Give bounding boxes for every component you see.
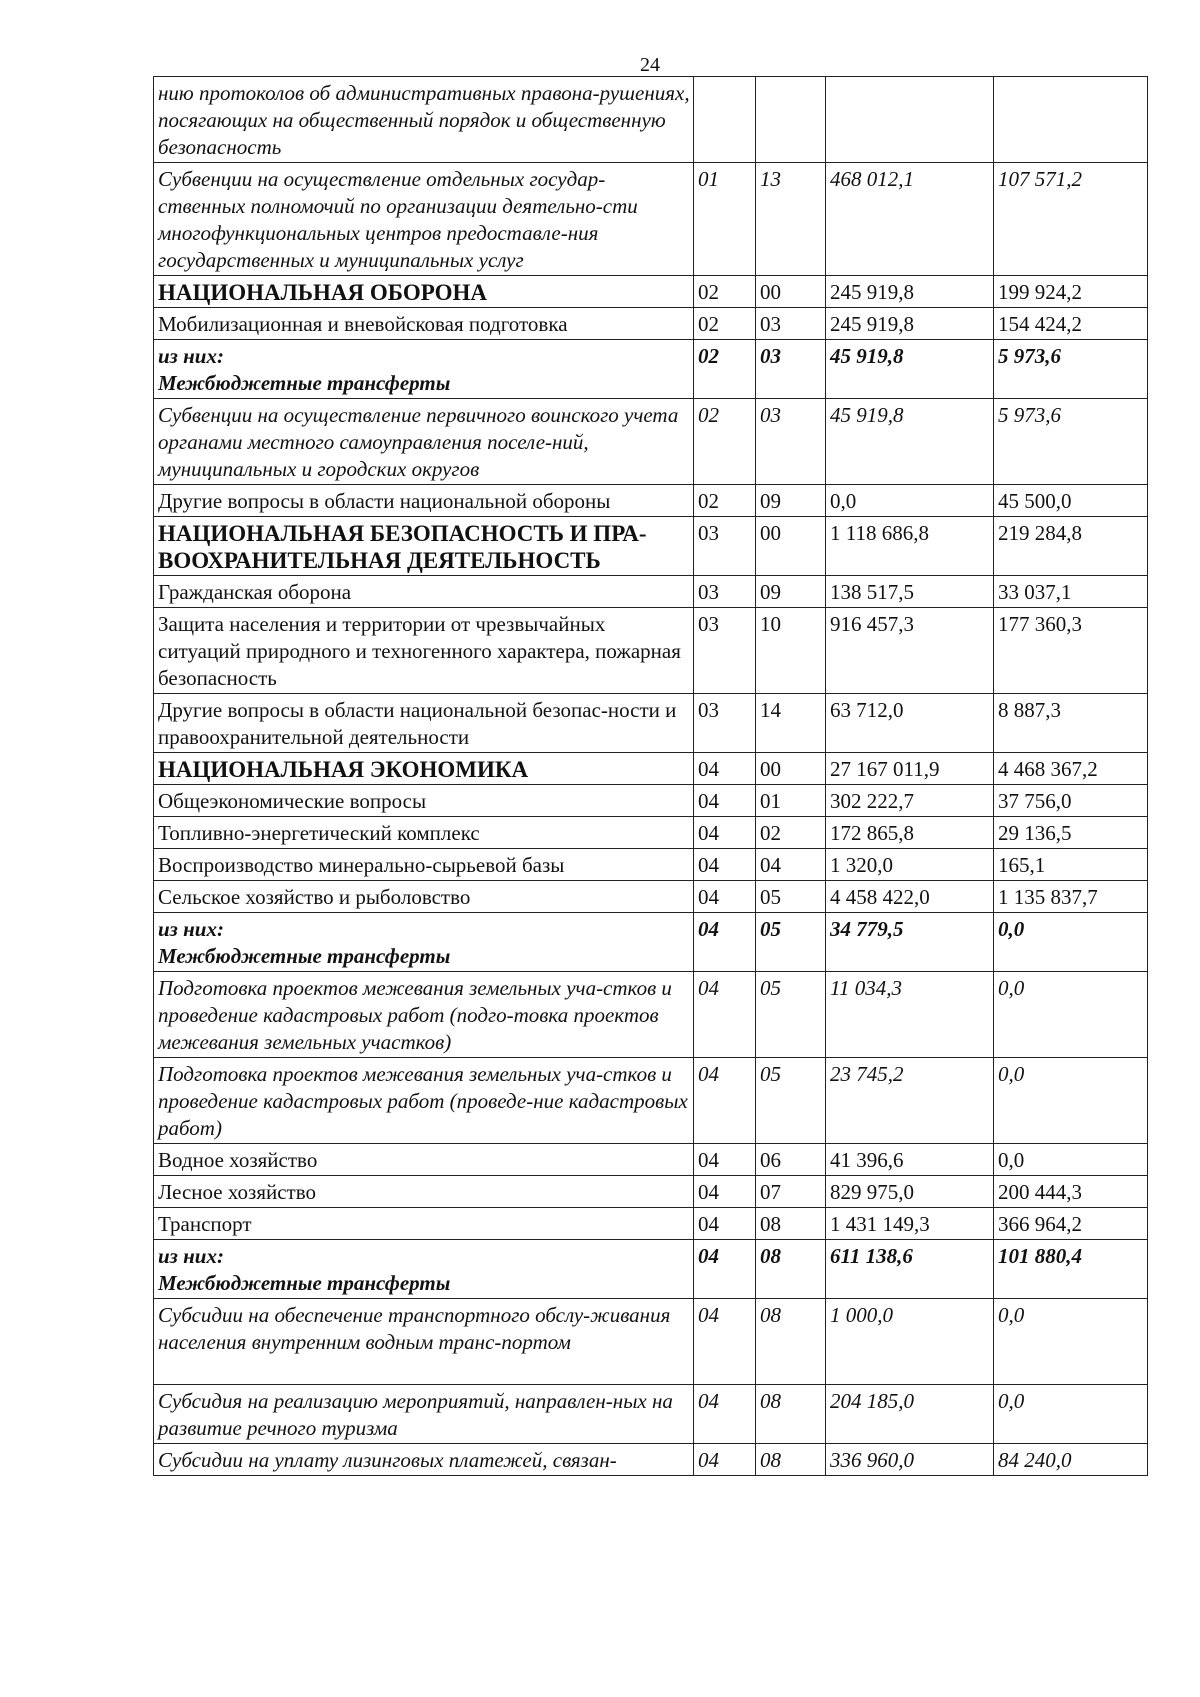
amount-1-cell: 41 396,6 xyxy=(826,1144,994,1176)
row-name-cell: Лесное хозяйство xyxy=(154,1176,694,1208)
amount-2-cell: 8 887,3 xyxy=(994,694,1148,753)
amount-1-cell: 916 457,3 xyxy=(826,608,994,694)
table-row xyxy=(154,785,1148,817)
row-name-cell: Подготовка проектов межевания земельных уча-стков и проведение кадастровых работ (подго-товка проектов межевания земельных участков) xyxy=(154,972,694,1058)
section-code-cell: 03 xyxy=(694,517,756,576)
section-code-cell: 04 xyxy=(694,881,756,913)
amount-2-cell: 0,0 xyxy=(994,1299,1148,1385)
section-code-cell: 04 xyxy=(694,1208,756,1240)
subsection-code-cell: 05 xyxy=(756,881,826,913)
table-row xyxy=(154,1240,1148,1299)
row-subheading: из них: xyxy=(158,344,224,368)
row-name-cell: Общеэкономические вопросы xyxy=(154,785,694,817)
amount-1-cell: 45 919,8 xyxy=(826,399,994,485)
subsection-code-cell: 07 xyxy=(756,1176,826,1208)
subsection-code-cell: 00 xyxy=(756,753,826,785)
subsection-code-cell: 05 xyxy=(756,972,826,1058)
amount-2-cell: 219 284,8 xyxy=(994,517,1148,576)
amount-1-cell: 23 745,2 xyxy=(826,1058,994,1144)
table-row xyxy=(154,399,1148,485)
row-name-cell: Субвенции на осуществление отдельных государ-ственных полномочий по организации деятельно-сти многофункциональных центров предоставле-ния государственных и муниципальных услуг xyxy=(154,163,694,276)
table-row xyxy=(154,849,1148,881)
amount-2-cell: 1 135 837,7 xyxy=(994,881,1148,913)
amount-1-cell: 1 320,0 xyxy=(826,849,994,881)
table-row xyxy=(154,1444,1148,1476)
row-subheading: из них: xyxy=(158,1244,224,1268)
amount-2-cell: 37 756,0 xyxy=(994,785,1148,817)
amount-2-cell: 29 136,5 xyxy=(994,817,1148,849)
section-code-cell: 03 xyxy=(694,694,756,753)
amount-2-cell: 33 037,1 xyxy=(994,576,1148,608)
row-name-cell xyxy=(154,913,694,972)
section-code-cell: 04 xyxy=(694,753,756,785)
amount-2-cell: 4 468 367,2 xyxy=(994,753,1148,785)
amount-1-cell: 245 919,8 xyxy=(826,276,994,308)
table-row xyxy=(154,817,1148,849)
row-name-cell: Водное хозяйство xyxy=(154,1144,694,1176)
subsection-code-cell: 03 xyxy=(756,340,826,399)
amount-1-cell: 1 000,0 xyxy=(826,1299,994,1385)
amount-2-cell: 5 973,6 xyxy=(994,399,1148,485)
amount-2-cell: 177 360,3 xyxy=(994,608,1148,694)
row-name-cell: Субсидии на уплату лизинговых платежей, связан- xyxy=(154,1444,694,1476)
amount-2-cell: 366 964,2 xyxy=(994,1208,1148,1240)
subsection-code-cell: 01 xyxy=(756,785,826,817)
section-code-cell: 03 xyxy=(694,608,756,694)
row-subheading-label: Межбюджетные трансферты xyxy=(158,944,451,968)
section-code-cell: 02 xyxy=(694,276,756,308)
amount-2-cell: 154 424,2 xyxy=(994,308,1148,340)
section-code-cell: 04 xyxy=(694,1444,756,1476)
row-name-cell: Сельское хозяйство и рыболовство xyxy=(154,881,694,913)
amount-1-cell: 336 960,0 xyxy=(826,1444,994,1476)
table-row xyxy=(154,1058,1148,1144)
row-name-cell: НАЦИОНАЛЬНАЯ ОБОРОНА xyxy=(154,276,694,308)
row-name-cell: Транспорт xyxy=(154,1208,694,1240)
subsection-code-cell: 06 xyxy=(756,1144,826,1176)
amount-1-cell: 611 138,6 xyxy=(826,1240,994,1299)
row-name-cell: нию протоколов об административных правона-рушениях, посягающих на общественный порядок и общественную безопасность xyxy=(154,77,694,163)
subsection-code-cell: 13 xyxy=(756,163,826,276)
amount-1-cell: 172 865,8 xyxy=(826,817,994,849)
section-code-cell: 04 xyxy=(694,1058,756,1144)
amount-2-cell: 165,1 xyxy=(994,849,1148,881)
table-row xyxy=(154,1144,1148,1176)
subsection-code-cell: 03 xyxy=(756,399,826,485)
table-row xyxy=(154,913,1148,972)
table-row xyxy=(154,576,1148,608)
subsection-code-cell: 08 xyxy=(756,1299,826,1385)
section-code-cell: 04 xyxy=(694,1240,756,1299)
amount-1-cell: 11 034,3 xyxy=(826,972,994,1058)
subsection-code-cell: 09 xyxy=(756,485,826,517)
section-code-cell: 02 xyxy=(694,485,756,517)
table-row xyxy=(154,163,1148,276)
row-name-cell xyxy=(154,340,694,399)
table-row xyxy=(154,881,1148,913)
table-row xyxy=(154,340,1148,399)
table-row xyxy=(154,1299,1148,1385)
amount-2-cell: 0,0 xyxy=(994,913,1148,972)
amount-2-cell: 199 924,2 xyxy=(994,276,1148,308)
amount-1-cell: 1 431 149,3 xyxy=(826,1208,994,1240)
subsection-code-cell: 14 xyxy=(756,694,826,753)
table-row xyxy=(154,1208,1148,1240)
table-row xyxy=(154,972,1148,1058)
subsection-code-cell: 08 xyxy=(756,1240,826,1299)
subsection-code-cell xyxy=(756,77,826,163)
row-name-cell: НАЦИОНАЛЬНАЯ БЕЗОПАСНОСТЬ И ПРА-ВООХРАНИТЕЛЬНАЯ ДЕЯТЕЛЬНОСТЬ xyxy=(154,517,694,576)
subsection-code-cell: 05 xyxy=(756,1058,826,1144)
amount-1-cell xyxy=(826,77,994,163)
amount-2-cell xyxy=(994,77,1148,163)
amount-2-cell: 84 240,0 xyxy=(994,1444,1148,1476)
subsection-code-cell: 09 xyxy=(756,576,826,608)
amount-1-cell: 245 919,8 xyxy=(826,308,994,340)
budget-table xyxy=(153,76,1148,1476)
table-row xyxy=(154,1385,1148,1444)
row-name-cell: Топливно-энергетический комплекс xyxy=(154,817,694,849)
subsection-code-cell: 10 xyxy=(756,608,826,694)
row-name-cell: НАЦИОНАЛЬНАЯ ЭКОНОМИКА xyxy=(154,753,694,785)
subsection-code-cell: 02 xyxy=(756,817,826,849)
section-code-cell: 01 xyxy=(694,163,756,276)
row-subheading: из них: xyxy=(158,917,224,941)
amount-1-cell: 302 222,7 xyxy=(826,785,994,817)
section-code-cell: 04 xyxy=(694,1176,756,1208)
amount-2-cell: 0,0 xyxy=(994,972,1148,1058)
table-row xyxy=(154,485,1148,517)
row-name-cell: Другие вопросы в области национальной безопас-ности и правоохранительной деятельности xyxy=(154,694,694,753)
section-code-cell xyxy=(694,77,756,163)
subsection-code-cell: 03 xyxy=(756,308,826,340)
section-code-cell: 04 xyxy=(694,1144,756,1176)
amount-2-cell: 101 880,4 xyxy=(994,1240,1148,1299)
amount-1-cell: 138 517,5 xyxy=(826,576,994,608)
table-row xyxy=(154,276,1148,308)
section-code-cell: 04 xyxy=(694,849,756,881)
table-row xyxy=(154,608,1148,694)
table-row xyxy=(154,308,1148,340)
amount-2-cell: 200 444,3 xyxy=(994,1176,1148,1208)
page-number: 24 xyxy=(640,54,660,76)
section-code-cell: 03 xyxy=(694,576,756,608)
subsection-code-cell: 08 xyxy=(756,1208,826,1240)
amount-1-cell: 204 185,0 xyxy=(826,1385,994,1444)
table-row xyxy=(154,753,1148,785)
subsection-code-cell: 00 xyxy=(756,517,826,576)
row-name-cell: Другие вопросы в области национальной обороны xyxy=(154,485,694,517)
amount-1-cell: 45 919,8 xyxy=(826,340,994,399)
section-code-cell: 04 xyxy=(694,1299,756,1385)
row-name-cell: Гражданская оборона xyxy=(154,576,694,608)
subsection-code-cell: 08 xyxy=(756,1444,826,1476)
amount-1-cell: 4 458 422,0 xyxy=(826,881,994,913)
amount-1-cell: 34 779,5 xyxy=(826,913,994,972)
amount-2-cell: 0,0 xyxy=(994,1058,1148,1144)
subsection-code-cell: 04 xyxy=(756,849,826,881)
row-name-cell: Субвенции на осуществление первичного воинского учета органами местного самоуправления поселе-ний, муниципальных и городских округов xyxy=(154,399,694,485)
table-row xyxy=(154,77,1148,163)
amount-2-cell: 5 973,6 xyxy=(994,340,1148,399)
table-row xyxy=(154,517,1148,576)
row-name-cell: Субсидии на обеспечение транспортного обслу-живания населения внутренним водным транс-портом xyxy=(154,1299,694,1385)
section-code-cell: 04 xyxy=(694,817,756,849)
amount-1-cell: 468 012,1 xyxy=(826,163,994,276)
row-name-cell: Воспроизводство минерально-сырьевой базы xyxy=(154,849,694,881)
amount-2-cell: 0,0 xyxy=(994,1385,1148,1444)
row-name-cell: Субсидия на реализацию мероприятий, направлен-ных на развитие речного туризма xyxy=(154,1385,694,1444)
amount-1-cell: 1 118 686,8 xyxy=(826,517,994,576)
budget-table-body xyxy=(154,77,1148,1476)
section-code-cell: 04 xyxy=(694,972,756,1058)
table-row xyxy=(154,1176,1148,1208)
section-code-cell: 04 xyxy=(694,1385,756,1444)
amount-1-cell: 27 167 011,9 xyxy=(826,753,994,785)
row-name-cell: Защита населения и территории от чрезвычайных ситуаций природного и техногенного характера, пожарная безопасность xyxy=(154,608,694,694)
row-name-cell xyxy=(154,1240,694,1299)
subsection-code-cell: 05 xyxy=(756,913,826,972)
amount-2-cell: 0,0 xyxy=(994,1144,1148,1176)
row-name-cell: Подготовка проектов межевания земельных уча-стков и проведение кадастровых работ (проведе-ние кадастровых работ) xyxy=(154,1058,694,1144)
section-code-cell: 02 xyxy=(694,340,756,399)
row-subheading-label: Межбюджетные трансферты xyxy=(158,1271,451,1295)
section-code-cell: 04 xyxy=(694,785,756,817)
amount-1-cell: 829 975,0 xyxy=(826,1176,994,1208)
amount-1-cell: 63 712,0 xyxy=(826,694,994,753)
subsection-code-cell: 00 xyxy=(756,276,826,308)
amount-1-cell: 0,0 xyxy=(826,485,994,517)
section-code-cell: 04 xyxy=(694,913,756,972)
amount-2-cell: 45 500,0 xyxy=(994,485,1148,517)
subsection-code-cell: 08 xyxy=(756,1385,826,1444)
section-code-cell: 02 xyxy=(694,308,756,340)
table-row xyxy=(154,694,1148,753)
row-name-cell: Мобилизационная и вневойсковая подготовка xyxy=(154,308,694,340)
row-subheading-label: Межбюджетные трансферты xyxy=(158,371,451,395)
section-code-cell: 02 xyxy=(694,399,756,485)
amount-2-cell: 107 571,2 xyxy=(994,163,1148,276)
